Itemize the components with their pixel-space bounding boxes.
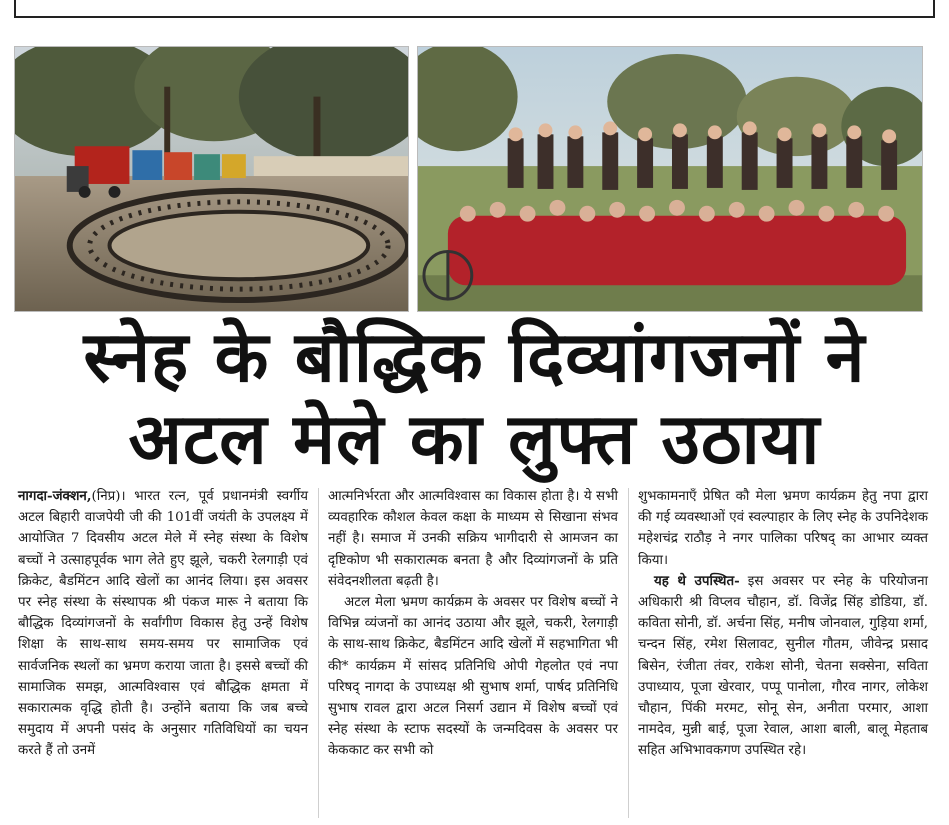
column-divider (628, 488, 629, 818)
article-column-3 (638, 486, 928, 762)
source-tag: (निप्र)। (91, 489, 126, 504)
attendees-lead: यह थे उपस्थित- (654, 572, 740, 589)
top-frame-rule (14, 0, 935, 18)
paragraph-text: भारत रत्न, पूर्व प्रधानमंत्री स्वर्गीय अटल बिहारी वाजपेयी जी की 101वीं जयंती के उपलक्ष्य में आयोजित 7 दिवसीय अटल मेले में स्नेह संस्था के विशेष बच्चों ने उत्साहपूर्वक भाग लेते हुए झूले, चकरी रेलगाड़ी एवं क्रिकेट, बैडमिंटन आदि खेलों का आनंद लिया। इस अवसर पर स्नेह संस्था के संस्थापक श्री पंकज मारू ने बताया कि बौद्धिक दिव्यांगजनों के सर्वांगीण विकास हेतु उन्हें विशेष शिक्षा के साथ-साथ समय-समय पर सामाजिक एवं सार्वजनिक स्थलों का भ्रमण कराया जाता है। इससे बच्चों की सामाजिक समझ, आत्मविश्वास एवं बौद्धिक क्षमता में सकारात्मक वृद्धि होती है। उन्होंने बताया कि जब बच्चे समुदाय में अपनी पसंद के अनुसार गतिविधियों का चयन करते हैं तो उनमें (18, 489, 308, 759)
headline-line-2: अटल मेले का लुफ्त उठाया (128, 398, 821, 480)
article-column-2 (328, 486, 618, 762)
article-paragraph: अटल मेला भ्रमण कार्यक्रम के अवसर पर विशेष बच्चों ने विभिन्न व्यंजनों का आनंद उठाया और झूले, चकरी, रेलगाड़ी के साथ-साथ क्रिकेट, बैडमिंटन आदि खेलों में सहभागिता भी की* कार्यक्रम में सांसद प्रतिनिधि ओपी गेहलोत एवं नपा परिषद् नागदा के उपाध्यक्ष श्री सुभाष शर्मा, पार्षद प्रतिनिधि सुभाष रावल द्वारा अटल निसर्ग उद्यान में विशेष बच्चों एवं स्नेह संस्था के स्टाफ सदस्यों के जन्मदिवस के अवसर पर केककाट कर सभी को (328, 595, 618, 759)
toy-train-illustration (15, 47, 408, 311)
headline-line-1: स्नेह के बौद्धिक दिव्यांगजनों ने (83, 316, 866, 398)
article-paragraph: शुभकामनाएँ प्रेषित कौ मेला भ्रमण कार्यक्रम हेतु नपा द्वारा की गई व्यवस्थाओं एवं स्वल्पाहार के लिए स्नेह के उपनिदेशक महेशचंद्र राठौड़ ने नगर पालिका परिषद् का आभार व्यक्त किया। (638, 489, 928, 568)
article-paragraph: आत्मनिर्भरता और आत्मविश्वास का विकास होता है। ये सभी व्यवहारिक कौशल केवल कक्षा के माध्यम से सिखाना संभव नहीं है। समाज में उनकी सक्रिय भागीदारी से आमजन का दृष्टिकोण भी सकारात्मक बनता है और दिव्यांगजनों के प्रति संवेदनशीलता बढ़ती है। (328, 489, 618, 589)
article-paragraph (638, 571, 928, 762)
article-paragraph (18, 486, 308, 762)
toy-train-ride-photo (14, 46, 409, 312)
attendees-text: इस अवसर पर स्नेह के परियोजना अधिकारी श्री विप्लव चौहान, डॉ. विजेंद्र सिंह डोडिया, डॉ. कविता सोनी, डॉ. अर्चना सिंह, मनीष जोनवाल, गुड़िया शर्मा, चन्दन सिंह, रमेश सिलावट, सुनील गौतम, जीवेन्द्र प्रसाद बिसेन, रंजीता तंवर, राकेश सोनी, चेतना सक्सेना, सविता उपाध्याय, पूजा खेरवार, पप्पू पानोला, गौरव नागर, लोकेश चौहान, पिंकी मरमट, सोनू सेन, अनीता परमार, आशा नामदेव, मुन्नी बाई, पूजा रेवाल, आशा बाली, बालू मेहताब सहित अभिभावकगण उपस्थित रहे। (638, 573, 928, 759)
column-divider (318, 488, 319, 818)
group-photo-children (417, 46, 923, 312)
article-column-1 (18, 486, 308, 762)
dateline: नागदा-जंक्शन, (18, 488, 92, 504)
headline (14, 316, 935, 480)
group-photo-illustration (418, 47, 922, 311)
